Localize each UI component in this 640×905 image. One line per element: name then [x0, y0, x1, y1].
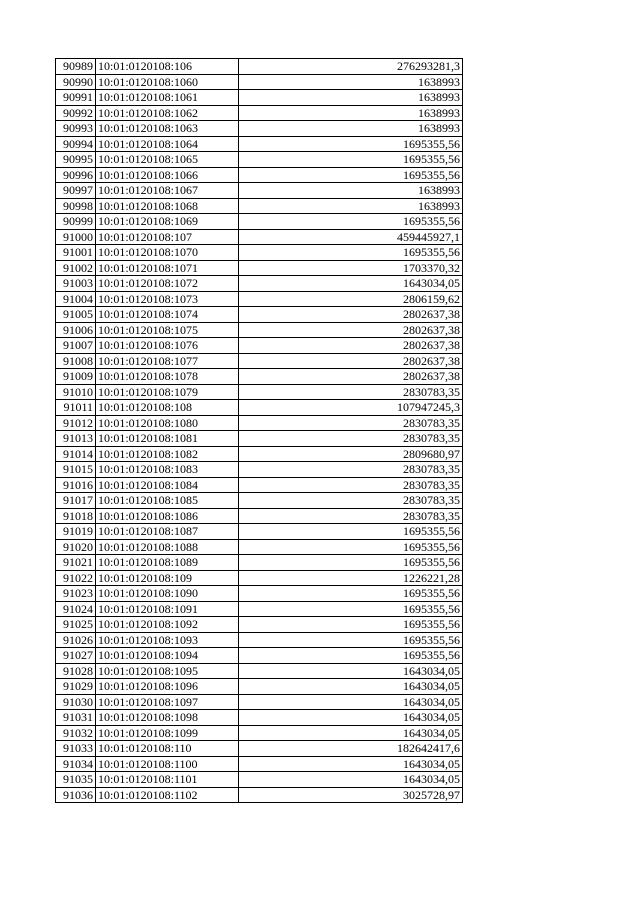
row-id-cell: 91004: [56, 291, 96, 307]
row-id-cell: 90989: [56, 59, 96, 75]
row-value-cell: 1643034,05: [239, 772, 463, 788]
row-id-cell: 90992: [56, 105, 96, 121]
row-code-cell: 10:01:0120108:1091: [96, 601, 239, 617]
row-id-cell: 91023: [56, 586, 96, 602]
row-value-cell: 107947245,3: [239, 400, 463, 416]
row-id-cell: 90990: [56, 74, 96, 90]
row-id-cell: 91019: [56, 524, 96, 540]
table-row: [56, 198, 463, 214]
table-row: [56, 415, 463, 431]
row-code-cell: 10:01:0120108:1090: [96, 586, 239, 602]
row-id-cell: 91003: [56, 276, 96, 292]
row-code-cell: 10:01:0120108:1100: [96, 756, 239, 772]
row-id-cell: 91028: [56, 663, 96, 679]
row-id-cell: 91033: [56, 741, 96, 757]
table-row: [56, 772, 463, 788]
row-code-cell: 10:01:0120108:1076: [96, 338, 239, 354]
row-value-cell: 1695355,56: [239, 524, 463, 540]
row-value-cell: 1643034,05: [239, 725, 463, 741]
table-row: [56, 617, 463, 633]
row-id-cell: 90996: [56, 167, 96, 183]
table-row: [56, 555, 463, 571]
row-id-cell: 91036: [56, 787, 96, 803]
row-code-cell: 10:01:0120108:1082: [96, 446, 239, 462]
row-value-cell: 2802637,38: [239, 307, 463, 323]
row-id-cell: 90999: [56, 214, 96, 230]
row-code-cell: 10:01:0120108:1067: [96, 183, 239, 199]
table-row: [56, 400, 463, 416]
row-value-cell: 1226221,28: [239, 570, 463, 586]
table-row: [56, 756, 463, 772]
table-row: [56, 741, 463, 757]
row-value-cell: 1643034,05: [239, 694, 463, 710]
row-id-cell: 91007: [56, 338, 96, 354]
row-code-cell: 10:01:0120108:1086: [96, 508, 239, 524]
row-id-cell: 91002: [56, 260, 96, 276]
row-value-cell: 2802637,38: [239, 369, 463, 385]
row-value-cell: 276293281,3: [239, 59, 463, 75]
row-code-cell: 10:01:0120108:1085: [96, 493, 239, 509]
row-value-cell: 1695355,56: [239, 648, 463, 664]
row-value-cell: 1643034,05: [239, 756, 463, 772]
row-id-cell: 90993: [56, 121, 96, 137]
row-id-cell: 91021: [56, 555, 96, 571]
row-id-cell: 91030: [56, 694, 96, 710]
row-code-cell: 10:01:0120108:1070: [96, 245, 239, 261]
row-id-cell: 90991: [56, 90, 96, 106]
row-value-cell: 1695355,56: [239, 136, 463, 152]
table-row: [56, 725, 463, 741]
row-id-cell: 91005: [56, 307, 96, 323]
table-row: [56, 245, 463, 261]
row-code-cell: 10:01:0120108:1080: [96, 415, 239, 431]
table-row: [56, 183, 463, 199]
row-id-cell: 91000: [56, 229, 96, 245]
table-row: [56, 679, 463, 695]
table-row: [56, 539, 463, 555]
table-row: [56, 136, 463, 152]
row-value-cell: 1638993: [239, 74, 463, 90]
row-value-cell: 1695355,56: [239, 152, 463, 168]
row-value-cell: 2830783,35: [239, 431, 463, 447]
row-code-cell: 10:01:0120108:1075: [96, 322, 239, 338]
row-value-cell: 2802637,38: [239, 322, 463, 338]
row-id-cell: 91006: [56, 322, 96, 338]
table-row: [56, 462, 463, 478]
row-id-cell: 91001: [56, 245, 96, 261]
row-code-cell: 10:01:0120108:1094: [96, 648, 239, 664]
table-row: [56, 586, 463, 602]
data-table: [55, 58, 463, 803]
row-value-cell: 2809680,97: [239, 446, 463, 462]
row-code-cell: 10:01:0120108:109: [96, 570, 239, 586]
row-value-cell: 2830783,35: [239, 415, 463, 431]
table-row: [56, 338, 463, 354]
row-value-cell: 1638993: [239, 183, 463, 199]
row-id-cell: 91009: [56, 369, 96, 385]
table-row: [56, 214, 463, 230]
table-row: [56, 291, 463, 307]
row-value-cell: 1643034,05: [239, 663, 463, 679]
row-id-cell: 91011: [56, 400, 96, 416]
row-code-cell: 10:01:0120108:1084: [96, 477, 239, 493]
row-id-cell: 91034: [56, 756, 96, 772]
row-id-cell: 91027: [56, 648, 96, 664]
row-code-cell: 10:01:0120108:1097: [96, 694, 239, 710]
row-id-cell: 91026: [56, 632, 96, 648]
row-code-cell: 10:01:0120108:1069: [96, 214, 239, 230]
row-id-cell: 91022: [56, 570, 96, 586]
table-row: [56, 493, 463, 509]
row-value-cell: 1638993: [239, 90, 463, 106]
row-code-cell: 10:01:0120108:1065: [96, 152, 239, 168]
row-code-cell: 10:01:0120108:1081: [96, 431, 239, 447]
table-row: [56, 524, 463, 540]
row-code-cell: 10:01:0120108:1061: [96, 90, 239, 106]
row-id-cell: 91020: [56, 539, 96, 555]
row-value-cell: 1643034,05: [239, 276, 463, 292]
row-value-cell: 1695355,56: [239, 214, 463, 230]
row-id-cell: 91017: [56, 493, 96, 509]
row-value-cell: 1695355,56: [239, 586, 463, 602]
row-id-cell: 91012: [56, 415, 96, 431]
row-code-cell: 10:01:0120108:110: [96, 741, 239, 757]
row-code-cell: 10:01:0120108:107: [96, 229, 239, 245]
row-code-cell: 10:01:0120108:1088: [96, 539, 239, 555]
row-value-cell: 182642417,6: [239, 741, 463, 757]
row-code-cell: 10:01:0120108:1068: [96, 198, 239, 214]
row-id-cell: 91014: [56, 446, 96, 462]
row-code-cell: 10:01:0120108:1087: [96, 524, 239, 540]
row-code-cell: 10:01:0120108:108: [96, 400, 239, 416]
table-row: [56, 694, 463, 710]
row-id-cell: 90998: [56, 198, 96, 214]
row-value-cell: 1643034,05: [239, 710, 463, 726]
table-row: [56, 260, 463, 276]
row-code-cell: 10:01:0120108:1077: [96, 353, 239, 369]
row-value-cell: 1695355,56: [239, 539, 463, 555]
table-row: [56, 384, 463, 400]
row-value-cell: 2830783,35: [239, 493, 463, 509]
row-id-cell: 91018: [56, 508, 96, 524]
row-id-cell: 91024: [56, 601, 96, 617]
row-id-cell: 90994: [56, 136, 96, 152]
row-id-cell: 91032: [56, 725, 96, 741]
row-value-cell: 2830783,35: [239, 462, 463, 478]
row-id-cell: 90997: [56, 183, 96, 199]
row-value-cell: 1703370,32: [239, 260, 463, 276]
row-value-cell: 2830783,35: [239, 477, 463, 493]
table-row: [56, 477, 463, 493]
table-row: [56, 90, 463, 106]
row-value-cell: 1638993: [239, 121, 463, 137]
row-value-cell: 2830783,35: [239, 508, 463, 524]
row-value-cell: 1695355,56: [239, 245, 463, 261]
table-row: [56, 307, 463, 323]
row-id-cell: 91013: [56, 431, 96, 447]
table-row: [56, 229, 463, 245]
row-id-cell: 90995: [56, 152, 96, 168]
row-code-cell: 10:01:0120108:1066: [96, 167, 239, 183]
row-value-cell: 1643034,05: [239, 679, 463, 695]
row-code-cell: 10:01:0120108:1073: [96, 291, 239, 307]
row-value-cell: 1695355,56: [239, 617, 463, 633]
row-code-cell: 10:01:0120108:1092: [96, 617, 239, 633]
table-row: [56, 446, 463, 462]
table-row: [56, 276, 463, 292]
row-code-cell: 10:01:0120108:106: [96, 59, 239, 75]
table-row: [56, 710, 463, 726]
row-code-cell: 10:01:0120108:1099: [96, 725, 239, 741]
row-code-cell: 10:01:0120108:1071: [96, 260, 239, 276]
row-value-cell: 3025728,97: [239, 787, 463, 803]
table-row: [56, 322, 463, 338]
table-row: [56, 663, 463, 679]
row-value-cell: 2802637,38: [239, 353, 463, 369]
row-value-cell: 1638993: [239, 105, 463, 121]
row-value-cell: 1695355,56: [239, 601, 463, 617]
table-row: [56, 648, 463, 664]
table-row: [56, 353, 463, 369]
table-row: [56, 508, 463, 524]
row-id-cell: 91015: [56, 462, 96, 478]
table-row: [56, 121, 463, 137]
table-row: [56, 167, 463, 183]
row-id-cell: 91031: [56, 710, 96, 726]
row-code-cell: 10:01:0120108:1083: [96, 462, 239, 478]
row-id-cell: 91008: [56, 353, 96, 369]
row-id-cell: 91029: [56, 679, 96, 695]
row-code-cell: 10:01:0120108:1079: [96, 384, 239, 400]
row-code-cell: 10:01:0120108:1063: [96, 121, 239, 137]
row-value-cell: 2830783,35: [239, 384, 463, 400]
row-value-cell: 2806159,62: [239, 291, 463, 307]
table-row: [56, 105, 463, 121]
table-row: [56, 570, 463, 586]
row-code-cell: 10:01:0120108:1095: [96, 663, 239, 679]
row-code-cell: 10:01:0120108:1060: [96, 74, 239, 90]
row-value-cell: 459445927,1: [239, 229, 463, 245]
row-code-cell: 10:01:0120108:1102: [96, 787, 239, 803]
row-value-cell: 2802637,38: [239, 338, 463, 354]
row-code-cell: 10:01:0120108:1064: [96, 136, 239, 152]
table-row: [56, 74, 463, 90]
row-code-cell: 10:01:0120108:1093: [96, 632, 239, 648]
row-value-cell: 1695355,56: [239, 632, 463, 648]
table-row: [56, 632, 463, 648]
table-row: [56, 787, 463, 803]
table-row: [56, 369, 463, 385]
row-value-cell: 1695355,56: [239, 555, 463, 571]
row-id-cell: 91016: [56, 477, 96, 493]
row-code-cell: 10:01:0120108:1096: [96, 679, 239, 695]
row-value-cell: 1695355,56: [239, 167, 463, 183]
table-body: [56, 59, 463, 803]
row-code-cell: 10:01:0120108:1062: [96, 105, 239, 121]
row-code-cell: 10:01:0120108:1074: [96, 307, 239, 323]
row-id-cell: 91035: [56, 772, 96, 788]
table-row: [56, 59, 463, 75]
table-row: [56, 431, 463, 447]
row-id-cell: 91010: [56, 384, 96, 400]
row-code-cell: 10:01:0120108:1101: [96, 772, 239, 788]
table-row: [56, 601, 463, 617]
row-code-cell: 10:01:0120108:1089: [96, 555, 239, 571]
row-value-cell: 1638993: [239, 198, 463, 214]
row-code-cell: 10:01:0120108:1078: [96, 369, 239, 385]
table-row: [56, 152, 463, 168]
row-id-cell: 91025: [56, 617, 96, 633]
row-code-cell: 10:01:0120108:1072: [96, 276, 239, 292]
row-code-cell: 10:01:0120108:1098: [96, 710, 239, 726]
